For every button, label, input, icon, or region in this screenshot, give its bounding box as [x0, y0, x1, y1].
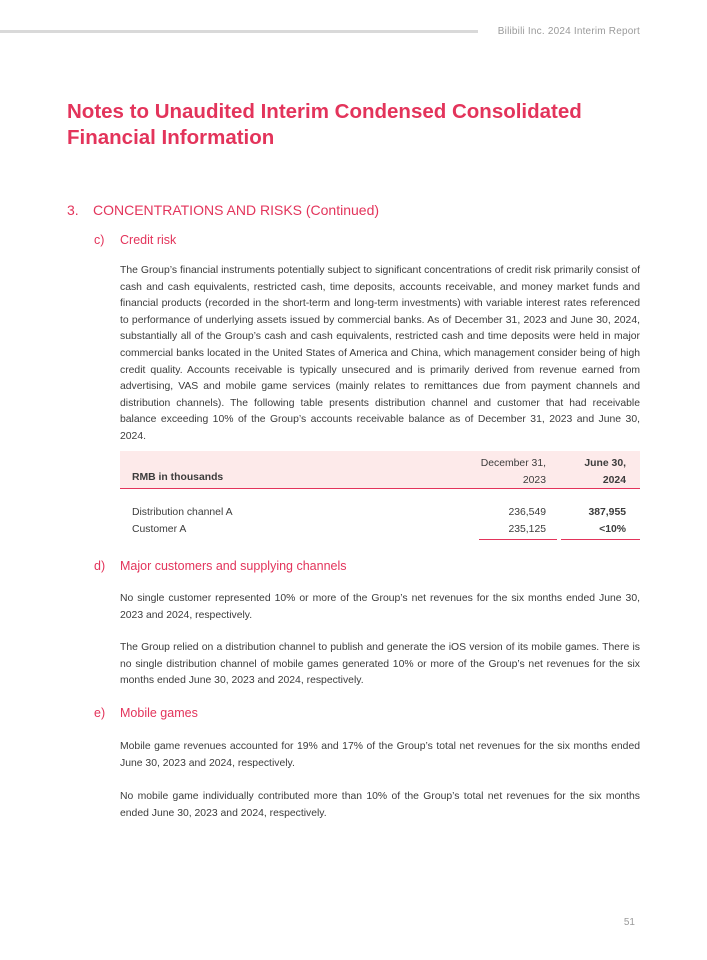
subsection-letter: e)	[94, 706, 106, 720]
table-total-rule-2023	[479, 539, 557, 540]
table-header-dec-2023	[481, 455, 546, 489]
subsection-title: Credit risk	[120, 233, 177, 247]
table-total-rule-2024	[561, 539, 640, 540]
table-header	[120, 451, 640, 489]
major-customers-paragraph-1: No single customer represented 10% or more of the Group’s net revenues for the six months ended June 30, 2023 and 2024, respectively.	[120, 593, 640, 621]
subsection-heading-credit-risk	[94, 233, 176, 247]
section-heading	[67, 202, 379, 218]
table-row	[120, 522, 640, 539]
table-header-dec-line1: December 31,	[480, 458, 546, 469]
row-label: Customer A	[132, 524, 187, 535]
subsection-heading-major-customers	[94, 559, 347, 573]
subsection-letter: c)	[94, 233, 105, 247]
table-header-jun-line1: June 30,	[584, 458, 626, 469]
subsection-letter: d)	[94, 559, 106, 573]
page-title: Notes to Unaudited Interim Condensed Consolidated Financial Information	[67, 100, 582, 149]
section-title: CONCENTRATIONS AND RISKS (Continued)	[93, 202, 380, 218]
header-rule	[0, 30, 478, 33]
subsection-title: Major customers and supplying channels	[120, 559, 347, 573]
table-header-label: RMB in thousands	[132, 472, 224, 483]
row-value-2023: 235,125	[508, 524, 546, 535]
report-title: Bilibili Inc. 2024 Interim Report	[497, 26, 640, 37]
credit-risk-paragraph: The Group’s financial instruments potentially subject to significant concentrations of credit risk primarily consist of cash and cash equivalents, restricted cash, time deposits, accounts receivable, and money market funds and financial products (recorded in the short-term and long-term investments) with variable interest rates referenced to performance of underlying assets issued by commercial banks. As of December 31, 2023 and June 30, 2024, substantially all of the Group’s cash and cash equivalents, restricted cash and time deposits were held in major commercial banks located in the United States of America and China, which management consider being of high credit quality. Accounts receivable is typically unsecured and is primarily derived from revenue earned from advertising, VAS and mobile game services (mainly relates to remittances due from payment channels and distribution channels). The following table presents distribution channel and customer that had receivable balance exceeding 10% of the Group’s accounts receivable balance as of December 31, 2023 and June 30, 2024.	[120, 265, 640, 442]
table-header-jun-2024	[584, 455, 626, 489]
row-label: Distribution channel A	[132, 507, 233, 518]
table-header-jun-line2: 2024	[602, 475, 626, 486]
section-number: 3.	[67, 202, 79, 218]
table-row	[120, 505, 640, 522]
table-header-dec-line2: 2023	[522, 475, 546, 486]
receivables-table	[120, 451, 640, 535]
row-value-2024: <10%	[599, 524, 626, 535]
major-customers-paragraph-2: The Group relied on a distribution channel to publish and generate the iOS version of its mobile games. There is no single distribution channel of mobile games generated 10% or more of the Group’s net revenues for the six months ended June 30, 2023 and 2024, respectively.	[120, 642, 640, 687]
page-number: 51	[623, 917, 635, 928]
mobile-games-paragraph-1: Mobile game revenues accounted for 19% and 17% of the Group’s total net revenues for the six months ended June 30, 2023 and 2024, respectively.	[120, 741, 640, 769]
mobile-games-paragraph-2: No mobile game individually contributed more than 10% of the Group’s total net revenues for the six months ended June 30, 2023 and 2024, respectively.	[120, 791, 640, 819]
row-value-2023: 236,549	[508, 507, 546, 518]
subsection-title: Mobile games	[120, 706, 198, 720]
row-value-2024: 387,955	[588, 507, 626, 518]
subsection-heading-mobile-games	[94, 706, 198, 720]
